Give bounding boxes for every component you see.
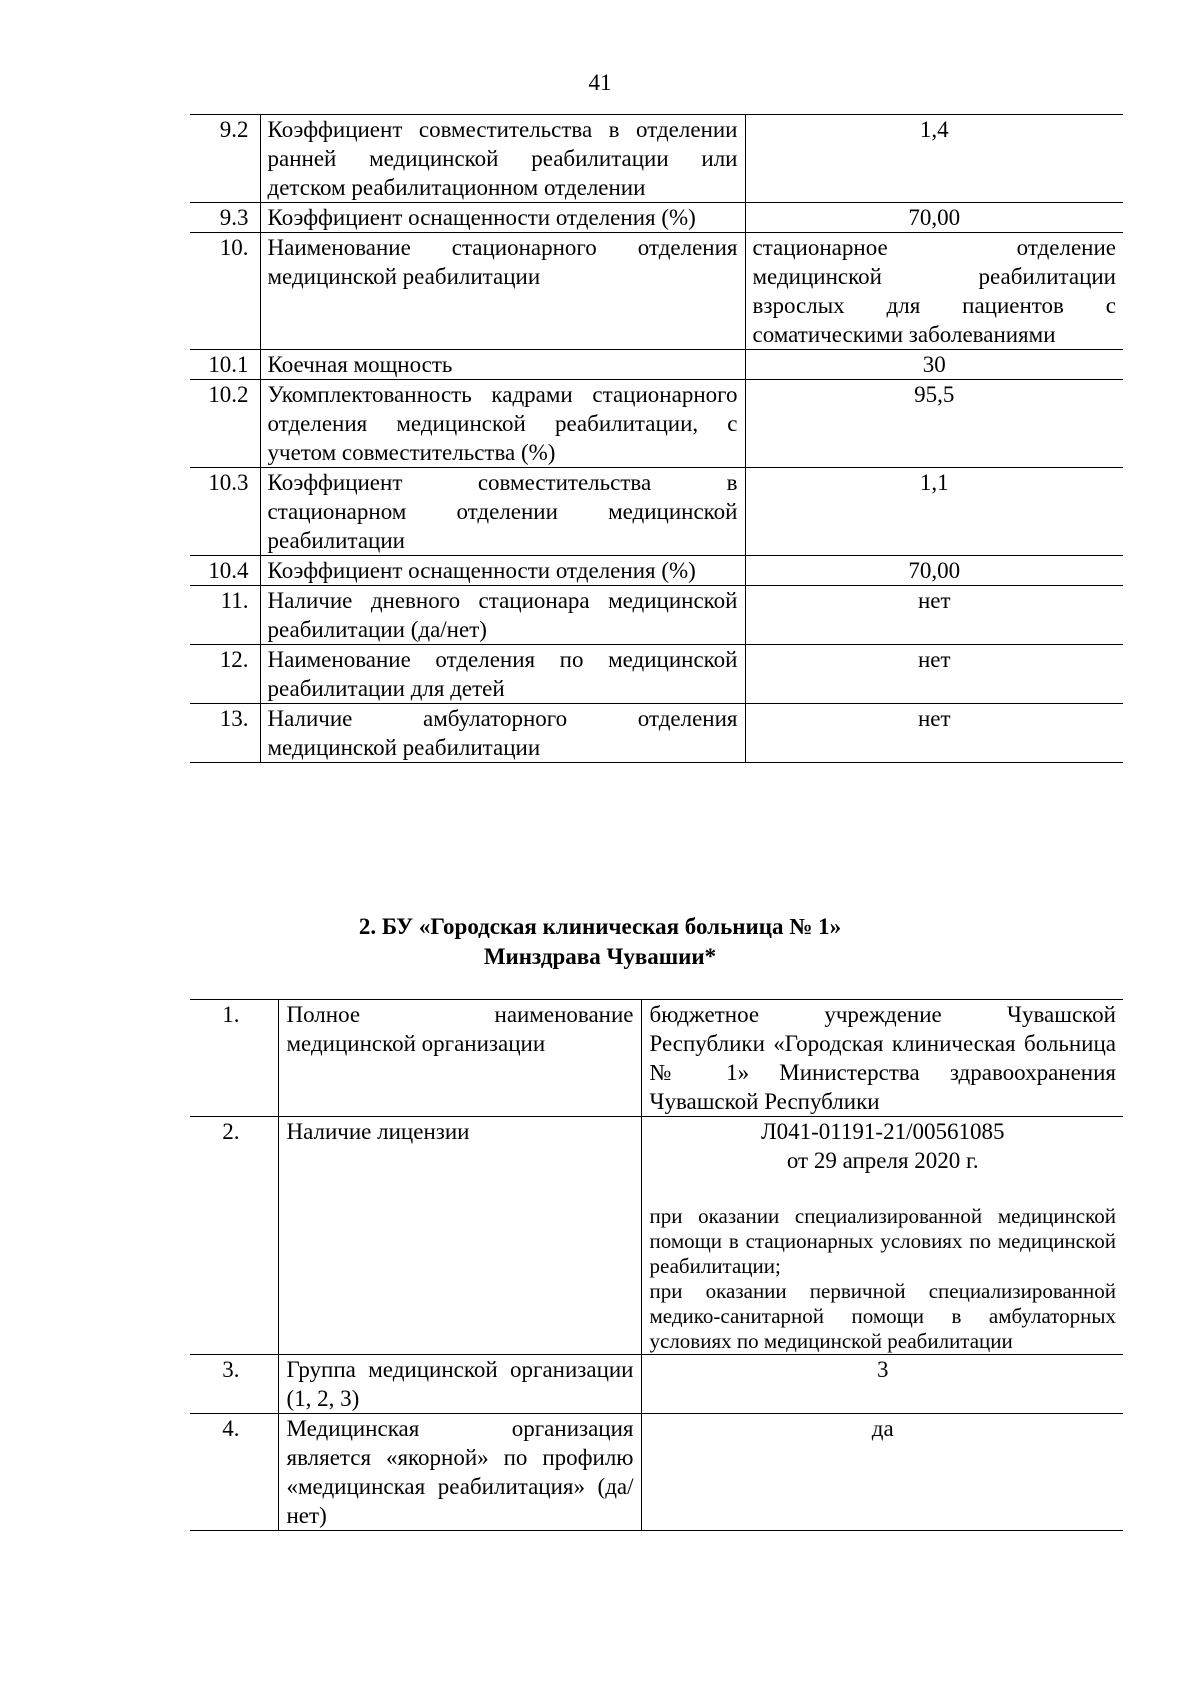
license-scope-1: при оказании специализированной медицинской помощи в стационарных условиях по медицинской реабилитации;	[649, 1204, 1116, 1278]
row-number: 9.3	[190, 203, 260, 233]
organization-table	[190, 999, 1123, 1531]
row-label: Коэффициент совместительства в стационарном отделении медицинской реабилитации	[260, 468, 745, 556]
row-number: 12.	[190, 645, 260, 704]
license-cell	[641, 1117, 1123, 1355]
section-title	[0, 912, 1200, 972]
table-row	[190, 350, 1123, 380]
indicators-table	[190, 114, 1123, 763]
row-label: Коэффициент оснащенности отделения (%)	[260, 203, 745, 233]
table-row	[190, 233, 1123, 350]
row-value: 1,4	[745, 115, 1123, 203]
row-number: 11.	[190, 586, 260, 645]
row-value: 70,00	[745, 556, 1123, 586]
row-label: Наименование стационарного отделения медицинской реабилитации	[260, 233, 745, 350]
row-value: нет	[745, 645, 1123, 704]
table-row	[190, 556, 1123, 586]
table-row	[190, 203, 1123, 233]
row-value: нет	[745, 704, 1123, 763]
table-row	[190, 468, 1123, 556]
row-number: 10.4	[190, 556, 260, 586]
row-number: 10.	[190, 233, 260, 350]
row-value: 70,00	[745, 203, 1123, 233]
row-number: 4.	[190, 1414, 278, 1531]
table-row	[190, 1355, 1123, 1414]
license-spacer	[650, 1175, 1117, 1204]
row-label: Наименование отделения по медицинской реабилитации для детей	[260, 645, 745, 704]
row-label: Коэффициент совместительства в отделении ранней медицинской реабилитации или детском реабилитационном отделении	[260, 115, 745, 203]
indicators-table-body	[190, 115, 1123, 763]
row-value: бюджетное учреждение Чувашской Республики «Городская клиническая больница № 1» Министерства здравоохранения Чувашской Республики	[641, 1000, 1123, 1117]
row-value: стационарное отделение медицинской реабилитации взрослых для пациентов с соматическими заболеваниями	[745, 233, 1123, 350]
table-row	[190, 115, 1123, 203]
row-value: да	[641, 1414, 1123, 1531]
row-label: Укомплектованность кадрами стационарного отделения медицинской реабилитации, с учетом совместительства (%)	[260, 380, 745, 468]
row-value: 3	[641, 1355, 1123, 1414]
row-label: Группа медицинской организации (1, 2, 3)	[278, 1355, 641, 1414]
row-value: 1,1	[745, 468, 1123, 556]
license-date: от 29 апреля 2020 г.	[786, 1148, 979, 1173]
license-number: Л041-01191-21/00561085	[761, 1119, 1005, 1144]
row-label: Коэффициент оснащенности отделения (%)	[260, 556, 745, 586]
row-label: Наличие дневного стационара медицинской реабилитации (да/нет)	[260, 586, 745, 645]
row-number: 2.	[190, 1117, 278, 1355]
row-label: Наличие амбулаторного отделения медицинской реабилитации	[260, 704, 745, 763]
row-label: Медицинская организация является «якорной» по профилю «медицинская реабилитация» (да/нет)	[278, 1414, 641, 1531]
row-number: 3.	[190, 1355, 278, 1414]
row-number: 10.1	[190, 350, 260, 380]
section-title-line-2: Минздрава Чувашии*	[483, 944, 717, 969]
row-number: 10.2	[190, 380, 260, 468]
license-scope-2: при оказании первичной специализированной медико-санитарной помощи в амбулаторных условиях по медицинской реабилитации	[649, 1279, 1116, 1353]
row-number: 10.3	[190, 468, 260, 556]
row-value: 30	[745, 350, 1123, 380]
table-row	[190, 704, 1123, 763]
row-value: нет	[745, 586, 1123, 645]
row-value: 95,5	[745, 380, 1123, 468]
row-number: 1.	[190, 1000, 278, 1117]
row-label: Наличие лицензии	[278, 1117, 641, 1355]
row-label: Полное наименование медицинской организации	[278, 1000, 641, 1117]
row-label: Коечная мощность	[260, 350, 745, 380]
row-number: 13.	[190, 704, 260, 763]
table-row	[190, 1414, 1123, 1531]
section-title-line-1: 2. БУ «Городская клиническая больница № 1»	[358, 914, 842, 939]
table-row	[190, 1117, 1123, 1355]
table-row	[190, 645, 1123, 704]
page-number: 41	[588, 70, 612, 95]
row-number: 9.2	[190, 115, 260, 203]
table-row	[190, 380, 1123, 468]
table-row	[190, 1000, 1123, 1117]
table-row	[190, 586, 1123, 645]
